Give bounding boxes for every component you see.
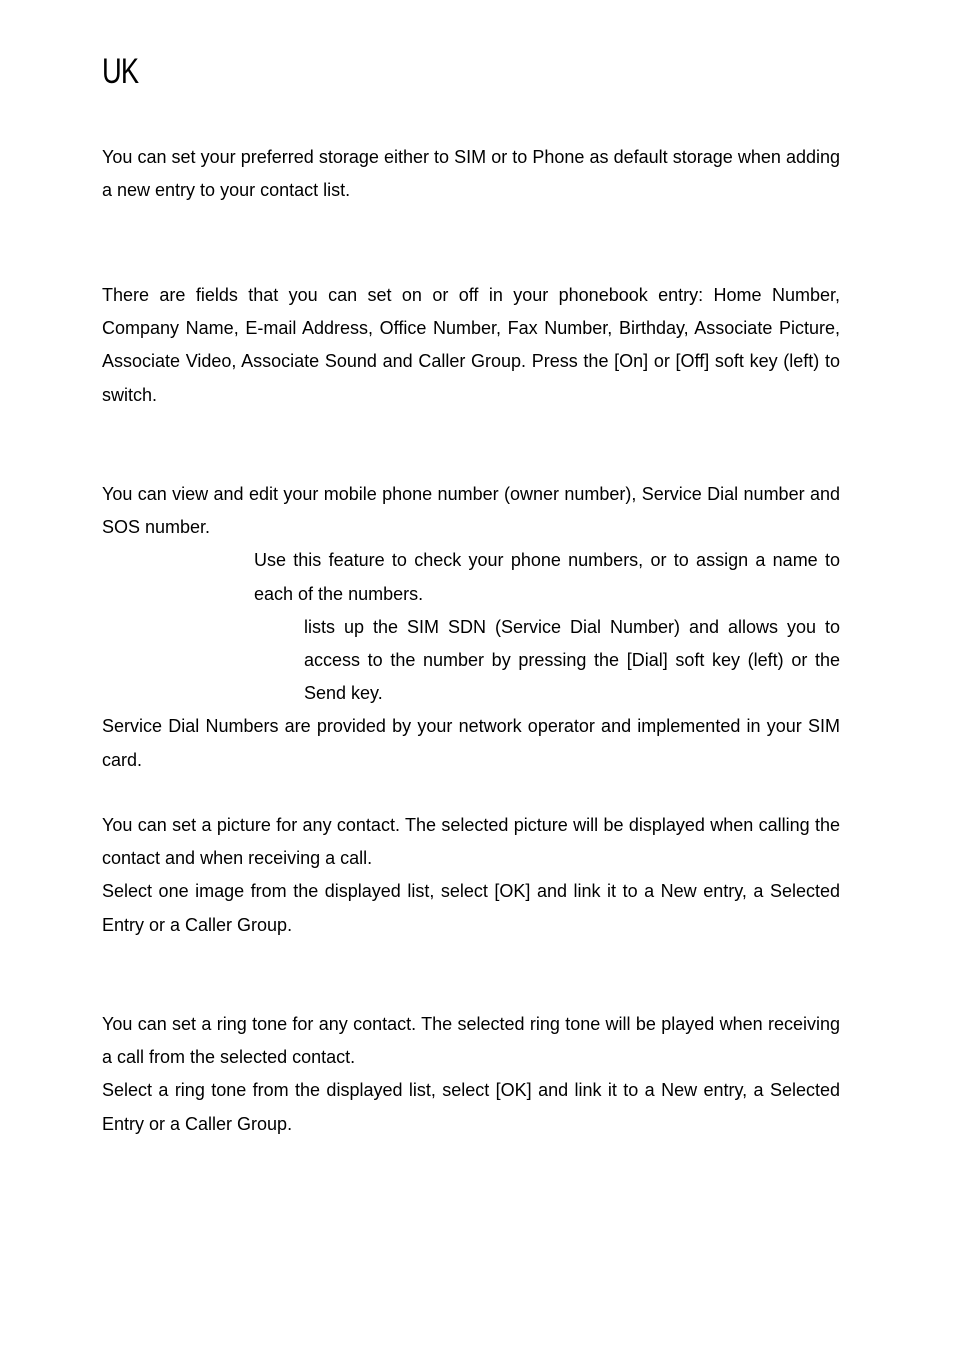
section-my-number	[102, 478, 840, 777]
paragraph-storage: You can set your preferred storage either to SIM or to Phone as default storage when adding a new entry to your contact list.	[102, 147, 840, 201]
page-header-language-code: UK	[102, 52, 139, 91]
section-caller-ringtone	[102, 1008, 840, 1141]
section-preferred-storage	[102, 141, 840, 207]
paragraph-my-number-intro: You can view and edit your mobile phone number (owner number), Service Dial number and SOS number.	[102, 484, 840, 538]
paragraph-picture-intro: You can set a picture for any contact. The selected picture will be displayed when calling the contact and when receiving a call.	[102, 815, 840, 869]
paragraph-owner-number: Use this feature to check your phone numbers, or to assign a name to each of the numbers.	[254, 550, 840, 604]
paragraph-fields: There are fields that you can set on or off in your phonebook entry: Home Number, Company Name, E-mail Address, Office Number, Fax Number, Birthday, Associate Picture, Associate Video, Associate Sound and Caller Group. Press the [On] or [Off] soft key (left) to switch.	[102, 285, 840, 405]
paragraph-service-dial: lists up the SIM SDN (Service Dial Number) and allows you to access to the number by pressing the [Dial] soft key (left) or the Send key.	[304, 616, 840, 704]
paragraph-ringtone-intro: You can set a ring tone for any contact. The selected ring tone will be played when receiving a call from the selected contact.	[102, 1014, 840, 1068]
section-caller-picture	[102, 809, 840, 942]
paragraph-service-dial-note: Service Dial Numbers are provided by your network operator and implemented in your SIM card.	[102, 716, 840, 770]
paragraph-ringtone-select: Select a ring tone from the displayed list, select [OK] and link it to a New entry, a Selected Entry or a Caller Group.	[102, 1080, 840, 1134]
section-fields	[102, 279, 840, 412]
paragraph-picture-select: Select one image from the displayed list, select [OK] and link it to a New entry, a Selected Entry or a Caller Group.	[102, 881, 840, 935]
